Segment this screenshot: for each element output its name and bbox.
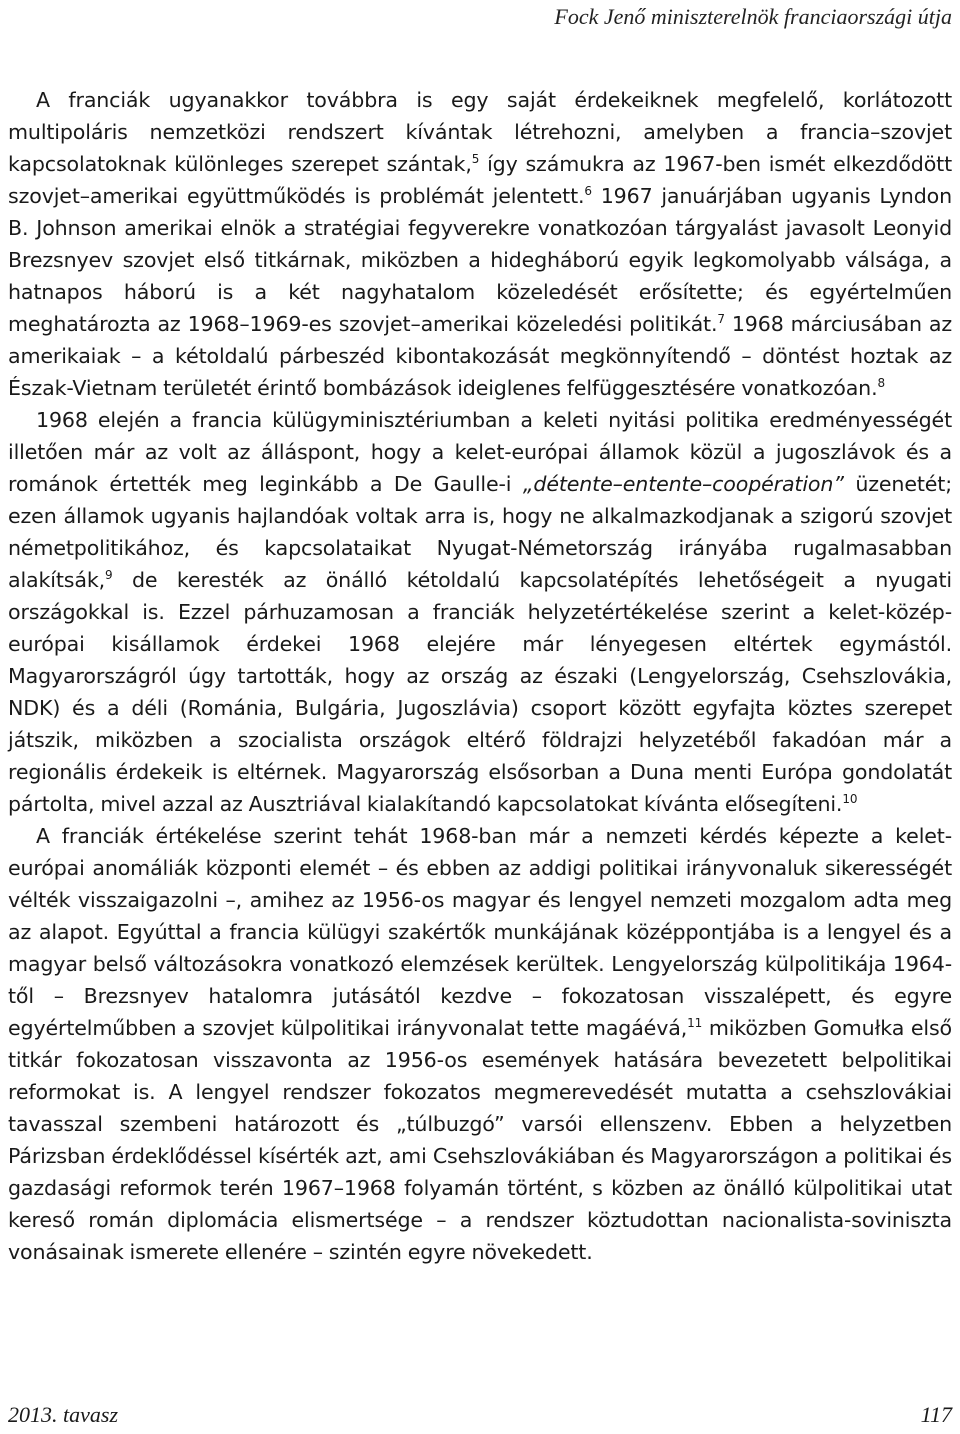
page-footer xyxy=(0,1402,960,1428)
text-run: de keresték az önálló kétoldalú kapcsolatépítés lehetőségeit a nyugati országokkal is. Ezzel párhuzamosan a franciák helyzetértékelése szerint a kelet-közép-európai kisállamok érdekei 1968 elejére már lényegesen eltértek egymástól. Magyarországról úgy tartották, hogy az ország az északi (Lengyelország, Csehszlovákia, NDK) és a déli (Románia, Bulgária, Jugoszlávia) csoport között egyfajta köztes szerepet játszik, miközben a szocialista országok eltérő földrajzi helyzetéből fakadóan már a regionális érdekeik is eltérnek. Magyarország elsősorban a Duna menti Európa gondolatát pártolta, mivel azzal az Ausztriával kialakítandó kapcsolatokat kívánta elősegíteni. xyxy=(8,568,952,816)
text-run: 1967 januárjában ugyanis Lyndon B. Johnson amerikai elnök a stratégiai fegyverekre vonatkozóan tárgyalást javasolt Leonyid Brezsnyev szovjet első titkárnak, miközben a hidegháború egyik legkomolyabb válsága, a hatnapos háború is a két nagyhatalom közeledését erősítette; és egyértelműen meghatározta az 1968–1969-es szovjet–amerikai közeledési politikát. xyxy=(8,184,952,336)
footnote-ref: 9 xyxy=(105,568,113,583)
text-run: 1968 elején a francia külügyminisztériumban a keleti nyitási politika eredményességét illetően már az volt az álláspont, hogy a kelet-európai államok közül a jugoszlávok és a románok értették meg leginkább a De Gaulle-i xyxy=(8,408,952,496)
running-header: Fock Jenő miniszterelnök franciaországi útja xyxy=(554,4,952,29)
footnote-ref: 10 xyxy=(842,792,858,807)
footnote-ref: 11 xyxy=(687,1016,703,1031)
issue-label: 2013. tavasz xyxy=(8,1402,118,1427)
text-run: miközben Gomułka első titkár fokozatosan visszavonta az 1956-os események hatására bevezetett belpolitikai reformokat is. A lengyel rendszer fokozatos megmerevedését mutatta a csehszlovákiai tavasszal szembeni határozott és „túlbuzgó” varsói ellenszenv. Ebben a helyzetben Párizsban érdeklődéssel kísérték azt, ami Csehszlovákiában és Magyarországon a politikai és gazdasági reformok terén 1967–1968 folyamán történt, s közben az önálló külpolitikai utat kereső román diplomácia elismertsége – a rendszer köztudottan nacionalista-soviniszta vonásainak ismerete ellenére – szintén egyre növekedett. xyxy=(8,1016,953,1264)
footnote-ref: 5 xyxy=(471,152,480,167)
emphasized-phrase: „détente–entente–coopération” xyxy=(522,472,844,496)
footnote-ref: 8 xyxy=(877,376,885,391)
paragraph xyxy=(8,84,952,404)
text-run: így számukra az 1967-ben ismét elkezdődött szovjet–amerikai együttműködés is problémát jelentett. xyxy=(8,152,952,208)
paragraph xyxy=(8,820,952,1268)
page-number: 117 xyxy=(920,1402,952,1427)
text-run: 1968 márciusában az amerikaiak – a kétoldalú párbeszéd kibontakozását megkönnyítendő – döntést hoztak az Észak-Vietnam területét érintő bombázások ideiglenes felfüggesztésére vonatkozóan. xyxy=(8,312,952,400)
paragraph xyxy=(8,404,952,820)
article-body xyxy=(8,84,952,1268)
text-run: üzenetét; ezen államok ugyanis hajlandóak voltak arra is, hogy ne alkalmazkodjanak a szigorú szovjet németpolitikához, és kapcsolataikat Nyugat-Németország irányába rugalmasabban alakítsák, xyxy=(8,472,952,592)
footnote-ref: 6 xyxy=(584,184,592,199)
text-run: A franciák értékelése szerint tehát 1968-ban már a nemzeti kérdés képezte a kelet-európai anomáliák központi elemét – és ebben az addigi politikai irányvonaluk sikerességét vélték visszaigazolni –, amihez az 1956-os magyar és lengyel nemzeti mozgalom adta meg az alapot. Egyúttal a francia külügyi szakértők munkájának középpontjába is a lengyel és a magyar belső változásokra vonatkozó elemzések kerültek. Lengyelország külpolitikája 1964-től – Brezsnyev hatalomra jutásától kezdve – fokozatosan visszalépett, és egyre egyértelműbben a szovjet külpolitikai irányvonalat tette magáévá, xyxy=(8,824,952,1040)
footnote-ref: 7 xyxy=(717,312,725,327)
text-run: A franciák ugyanakkor továbbra is egy saját érdekeiknek megfelelő, korlátozott multipoláris nemzetközi rendszert kívántak létrehozni, amelyben a francia–szovjet kapcsolatoknak különleges szerepet szántak, xyxy=(8,88,952,176)
